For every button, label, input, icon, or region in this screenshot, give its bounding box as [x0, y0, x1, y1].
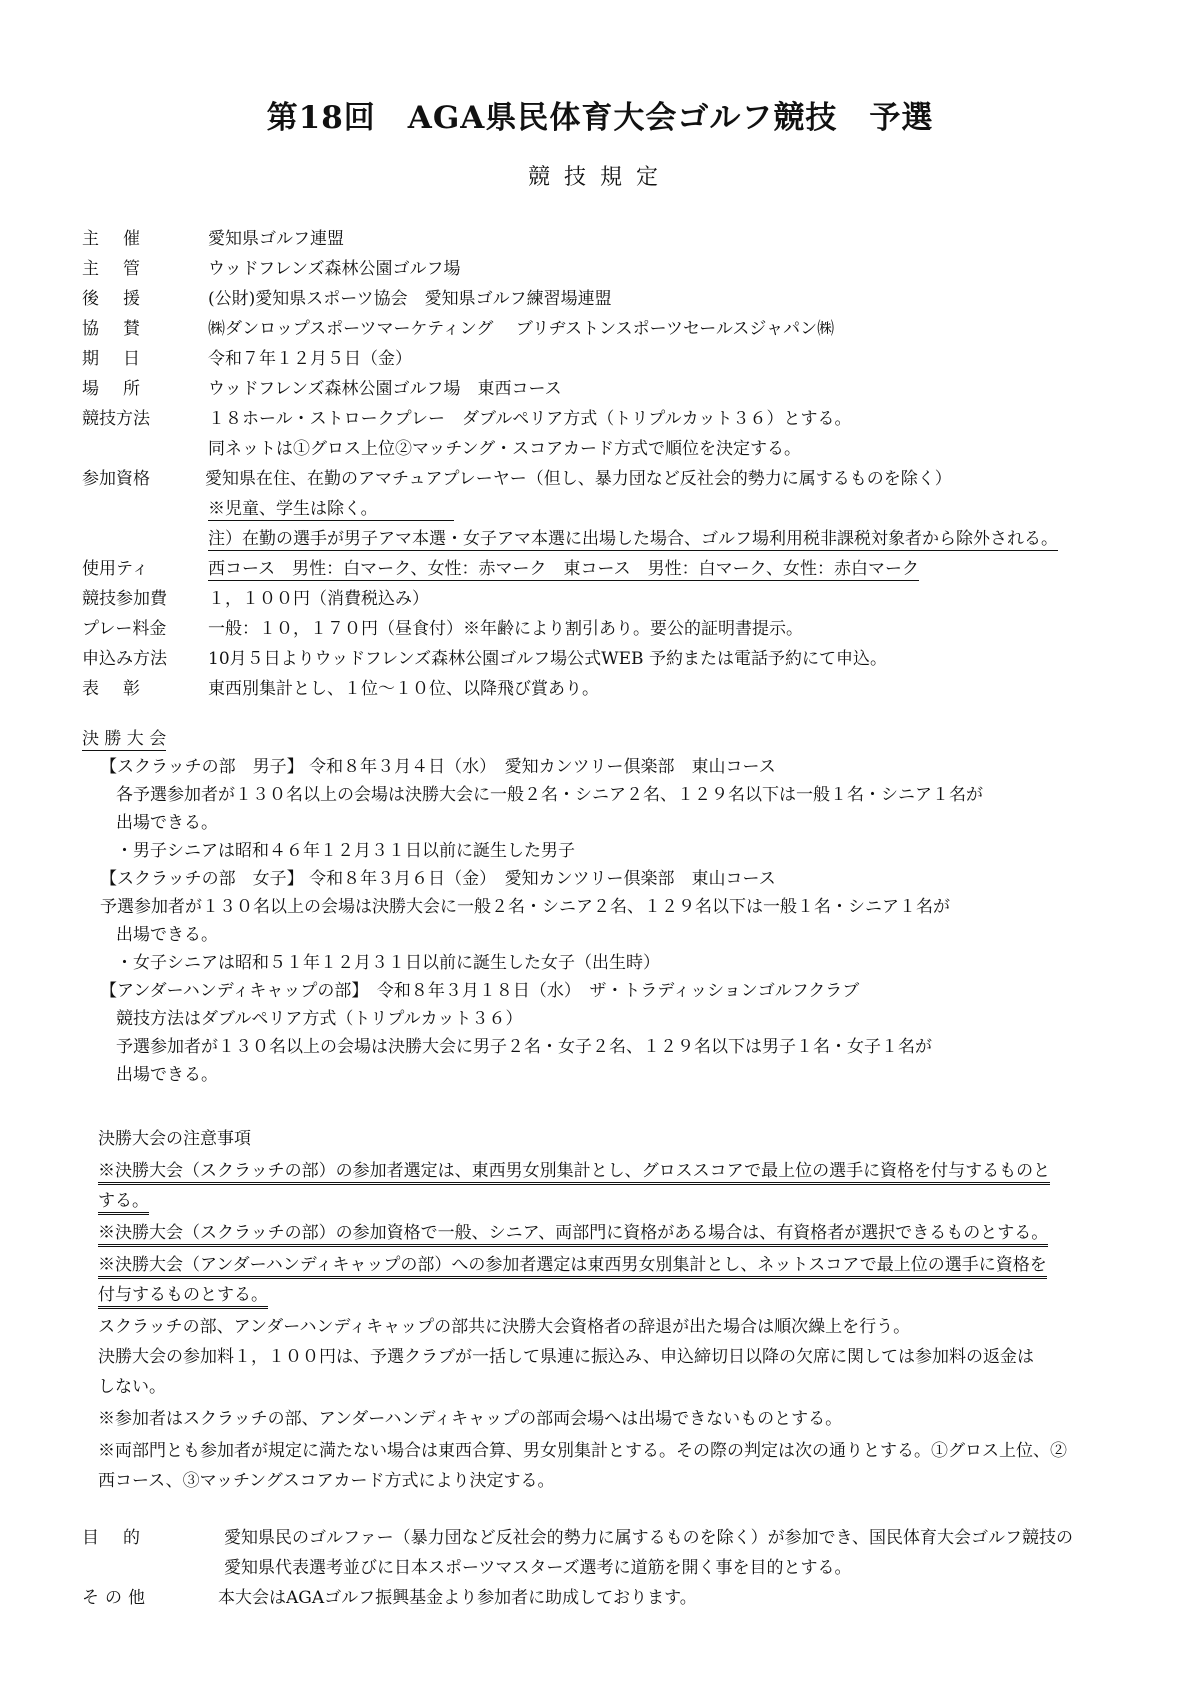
label-format: 競技方法 — [82, 409, 150, 429]
finals-line: 出場できる。 — [116, 925, 218, 945]
value-purpose: 愛知県民のゴルファー（暴力団など反社会的勢力に属するものを除く）が参加でき、国民体育大会ゴルフ競技の — [224, 1528, 1073, 1548]
finals-line: 予選参加者が１３０名以上の会場は決勝大会に男子２名・女子２名、１２９名以下は男子１名・女子１名が — [116, 1037, 932, 1057]
finals-line: 各予選参加者が１３０名以上の会場は決勝大会に一般２名・シニア２名、１２９名以下は一般１名・シニア１名が — [116, 785, 983, 805]
value-application: 10月５日よりウッドフレンズ森林公園ゴルフ場公式WEB 予約または電話予約にて申込。 — [208, 649, 887, 669]
label-management: 主管 — [82, 259, 164, 279]
value-management: ウッドフレンズ森林公園ゴルフ場 — [208, 259, 461, 279]
value-date: 令和７年１２月５日（金） — [208, 349, 412, 369]
label-awards: 表彰 — [82, 679, 164, 699]
value-other: 本大会はAGAゴルフ振興基金より参加者に助成しております。 — [218, 1588, 697, 1608]
notes-line: する。 — [98, 1186, 149, 1211]
value-awards: 東西別集計とし、１位～１０位、以降飛び賞あり。 — [208, 679, 599, 699]
notes-line: ※決勝大会（スクラッチの部）の参加者選定は、東西男女別集計とし、グロススコアで最上位の選手に資格を付与するものと — [98, 1156, 1050, 1181]
value-format: １８ホール・ストロークプレー ダブルペリア方式（トリプルカット３６）とする。 — [208, 409, 852, 429]
value-entry-fee: １，１００円（消費税込み） — [208, 589, 429, 609]
label-sponsor: 主催 — [82, 229, 164, 249]
label-play-fee: プレー料金 — [82, 619, 167, 639]
value-cosponsor: ㈱ダンロップスポーツマーケティング ブリヂストンスポーツセールスジャパン㈱ — [208, 319, 835, 339]
document-subtitle: 競技規定 — [527, 165, 672, 190]
notes-line: ※参加者はスクラッチの部、アンダーハンディキャップの部両会場へは出場できないものとする。 — [98, 1409, 843, 1429]
label-purpose: 目的 — [82, 1528, 164, 1548]
label-date: 期日 — [82, 349, 164, 369]
finals-line: 【スクラッチの部 男子】 令和８年３月４日（水） 愛知カンツリー倶楽部 東山コース — [100, 757, 776, 777]
finals-heading: 決 勝 大 会 — [82, 729, 167, 749]
notes-line: ※両部門とも参加者が規定に満たない場合は東西合算、男女別集計とする。その際の判定は次の通りとする。①グロス上位、② — [98, 1441, 1067, 1461]
finals-line: 【アンダーハンディキャップの部】 令和８年３月１８日（水） ザ・トラディッションゴルフクラブ — [100, 981, 860, 1001]
value-play-fee: 一般：１０，１７０円（昼食付）※年齢により割引あり。要公的証明書提示。 — [208, 619, 803, 639]
finals-line: 競技方法はダブルペリア方式（トリプルカット３６） — [116, 1009, 523, 1029]
finals-line: 予選参加者が１３０名以上の会場は決勝大会に一般２名・シニア２名、１２９名以下は一般１名・シニア１名が — [100, 897, 950, 917]
label-application: 申込み方法 — [82, 649, 167, 669]
notes-line: スクラッチの部、アンダーハンディキャップの部共に決勝大会資格者の辞退が出た場合は順次繰上を行う。 — [98, 1317, 911, 1337]
tees-text: 西コース 男性：白マーク、女性：赤マーク 東コース 男性：白マーク、女性：赤白マーク — [208, 559, 919, 579]
notes-line: 決勝大会の参加料１，１００円は、予選クラブが一括して県連に振込み、申込締切日以降の欠席に関しては参加料の返金は — [98, 1347, 1035, 1367]
value-eligibility-line3 — [208, 524, 1058, 549]
eligibility-note-workers: 注）在勤の選手が男子アマ本選・女子アマ本選に出場した場合、ゴルフ場利用税非課税対象者から除外される。 — [208, 529, 1058, 549]
value-tees — [208, 554, 919, 579]
notes-heading: 決勝大会の注意事項 — [98, 1129, 251, 1149]
label-venue: 場所 — [82, 379, 164, 399]
finals-line: ・女子シニアは昭和５１年１２月３１日以前に誕生した女子（出生時） — [116, 953, 660, 973]
finals-line: ・男子シニアは昭和４６年１２月３１日以前に誕生した男子 — [116, 841, 575, 861]
value-venue: ウッドフレンズ森林公園ゴルフ場 東西コース — [208, 379, 562, 399]
value-eligibility-line2 — [208, 494, 454, 519]
value-eligibility: 愛知県在住、在勤のアマチュアプレーヤー（但し、暴力団など反社会的勢力に属するものを除く） — [205, 469, 952, 489]
value-support: (公財)愛知県スポーツ協会 愛知県ゴルフ練習場連盟 — [208, 289, 612, 309]
finals-line: 【スクラッチの部 女子】 令和８年３月６日（金） 愛知カンツリー倶楽部 東山コース — [100, 869, 776, 889]
eligibility-note-children: ※児童、学生は除く。 — [208, 499, 370, 519]
value-sponsor: 愛知県ゴルフ連盟 — [208, 229, 344, 249]
notes-line: ※決勝大会（スクラッチの部）の参加資格で一般、シニア、両部門に資格がある場合は、有資格者が選択できるものとする。 — [98, 1218, 1048, 1243]
label-eligibility: 参加資格 — [82, 469, 150, 489]
value-purpose-line2: 愛知県代表選考並びに日本スポーツマスターズ選考に道筋を開く事を目的とする。 — [224, 1558, 852, 1578]
value-format-line2: 同ネットは①グロス上位②マッチング・スコアカード方式で順位を決定する。 — [208, 439, 801, 459]
finals-line: 出場できる。 — [116, 813, 218, 833]
notes-line: 西コース、③マッチングスコアカード方式により決定する。 — [98, 1471, 555, 1491]
label-support: 後援 — [82, 289, 164, 309]
label-tees: 使用ティ — [82, 559, 149, 579]
document-title: 第18回 AGA県民体育大会ゴルフ競技 予選 — [266, 100, 934, 136]
label-other: その他 — [82, 1588, 151, 1608]
label-entry-fee: 競技参加費 — [82, 589, 167, 609]
finals-line: 出場できる。 — [116, 1065, 218, 1085]
notes-line: しない。 — [98, 1377, 166, 1397]
notes-line: 付与するものとする。 — [98, 1280, 268, 1305]
label-cosponsor: 協賛 — [82, 319, 164, 339]
notes-line: ※決勝大会（アンダーハンディキャップの部）への参加者選定は東西男女別集計とし、ネットスコアで最上位の選手に資格を — [98, 1250, 1047, 1275]
